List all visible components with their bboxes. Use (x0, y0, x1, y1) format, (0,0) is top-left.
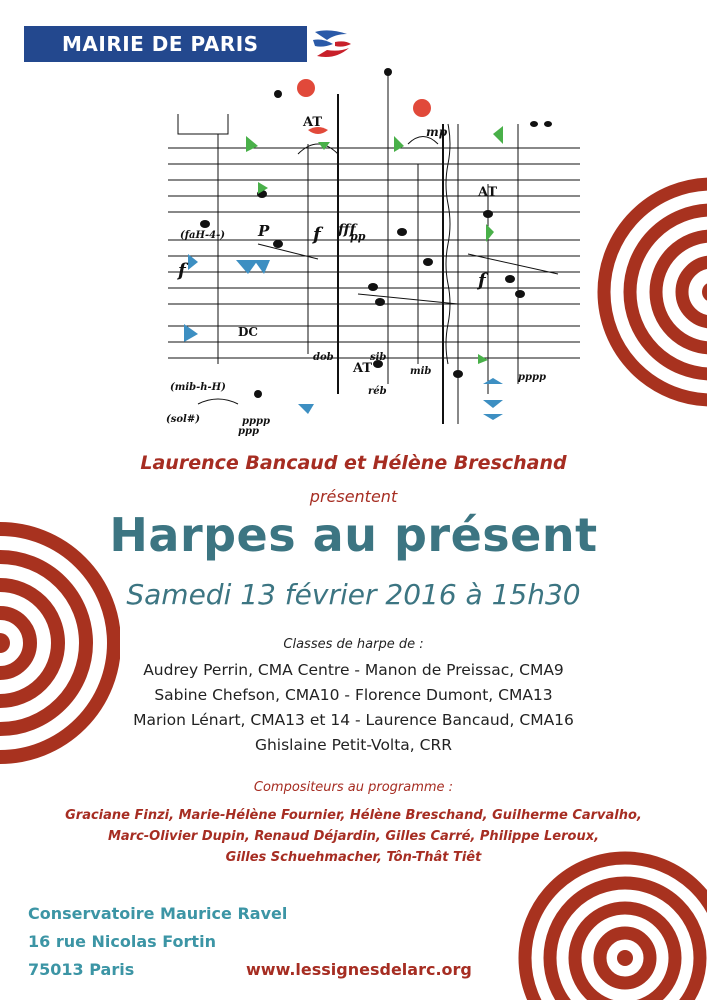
website-link[interactable]: www.lessignesdelarc.org (246, 960, 472, 979)
score-mark-mib: (mib-h-H) (170, 382, 226, 393)
score-mark-at: AT (303, 115, 323, 130)
score-mark-pppp-2: pppp (518, 372, 546, 383)
score-mark-dob: dob (313, 352, 334, 363)
score-mark-mp: mp (426, 125, 448, 139)
venue-name: Conservatoire Maurice Ravel (28, 904, 288, 923)
score-mark-mib-2: mib (410, 366, 432, 377)
venue-street: 16 rue Nicolas Fortin (28, 932, 216, 951)
venue-city: 75013 Paris (28, 960, 135, 979)
classes-heading: Classes de harpe de : (283, 637, 424, 652)
teacher-line: Audrey Perrin, CMA Centre - Manon de Preissac, CMA9 (143, 661, 564, 679)
music-score-illustration (158, 64, 590, 446)
presenters: Laurence Bancaud et Hélène Breschand (140, 452, 567, 474)
score-mark-fa: (faH-4-) (180, 230, 225, 241)
event-date: Samedi 13 février 2016 à 15h30 (126, 578, 581, 611)
event-title: Harpes au présent (109, 508, 598, 562)
score-mark-p: P (258, 222, 270, 240)
score-mark-ppp: ppp (238, 426, 259, 437)
teacher-line: Sabine Chefson, CMA10 - Florence Dumont, CMA13 (154, 686, 553, 704)
teacher-line: Marion Lénart, CMA13 et 14 - Laurence Bancaud, CMA16 (133, 711, 574, 729)
score-mark-sol: (sol#) (166, 414, 200, 425)
score-mark-f-2: f (178, 260, 186, 281)
target-decoration-right (597, 177, 707, 407)
score-mark-f: f (313, 224, 321, 245)
score-mark-pp: pp (350, 230, 366, 243)
mairie-de-paris-logo (24, 26, 355, 62)
score-mark-reb: réb (368, 386, 387, 397)
target-decoration-bottom (515, 848, 707, 1000)
composer-line: Graciane Finzi, Marie-Hélène Fournier, Hélène Breschand, Guilherme Carvalho, (65, 808, 642, 823)
composer-line: Marc-Olivier Dupin, Renaud Déjardin, Gilles Carré, Philippe Leroux, (107, 829, 600, 844)
score-mark-fff: fff (338, 222, 356, 238)
composer-line: Gilles Schuehmacher, Tôn-Thât Tiêt (225, 850, 482, 865)
teacher-line: Ghislaine Petit-Volta, CRR (254, 736, 453, 754)
score-mark-f-3: f (478, 270, 486, 291)
score-mark-at-3: AT (353, 361, 373, 376)
composers-heading: Compositeurs au programme : (253, 780, 454, 795)
score-mark-dc: DC (238, 325, 258, 339)
presentent-label: présentent (309, 487, 398, 506)
score-mark-pppp: pppp (242, 416, 270, 427)
score-mark-sib: sib (370, 352, 387, 363)
logo-text: MAIRIE DE PARIS (62, 32, 259, 56)
paris-emblem-icon (307, 26, 355, 62)
score-mark-at-2: AT (478, 185, 498, 200)
